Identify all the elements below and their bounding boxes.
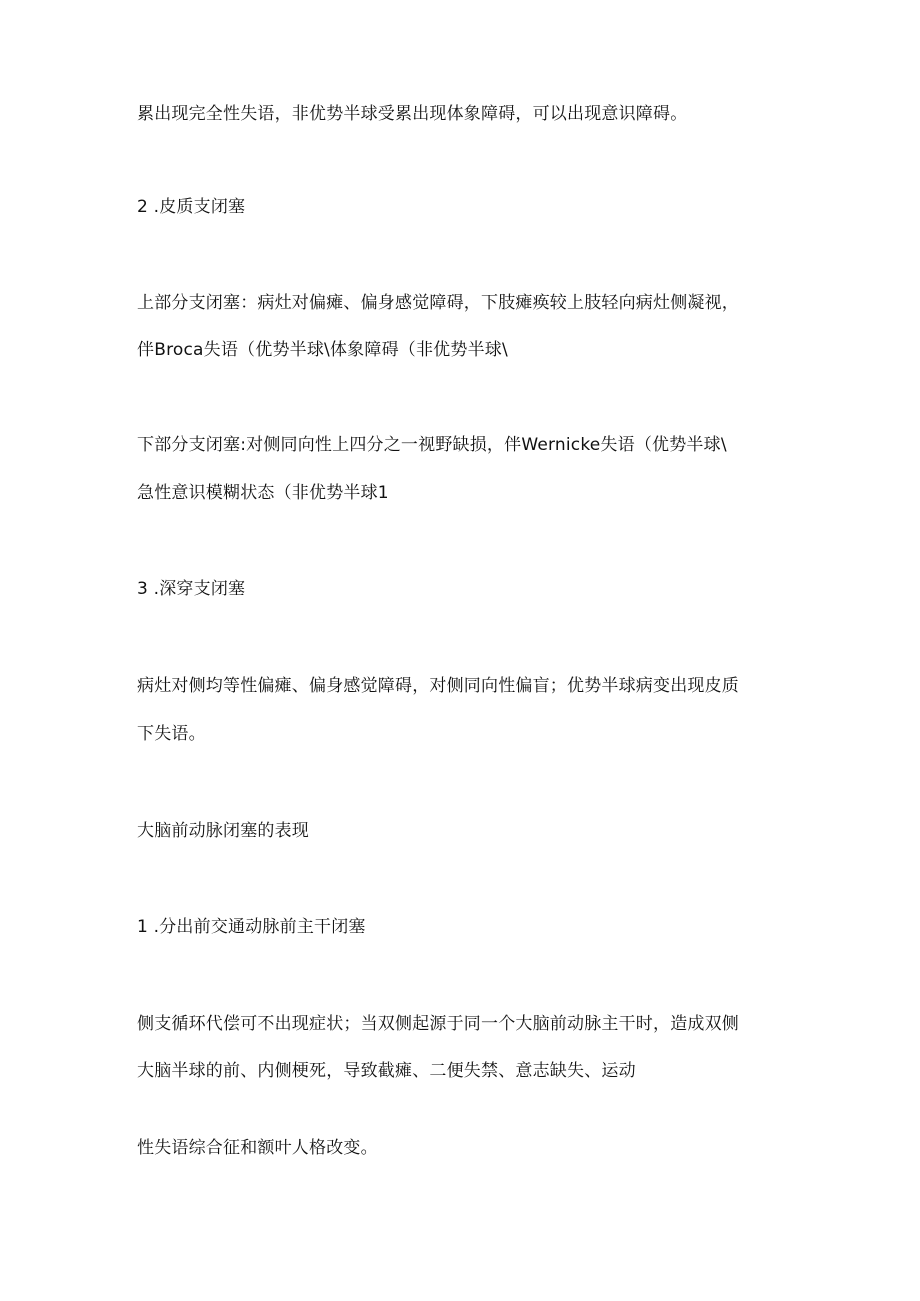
section-heading: 1 .分出前交通动脉前主干闭塞 xyxy=(137,917,366,937)
section-heading: 2 .皮质支闭塞 xyxy=(137,197,246,217)
paragraph-line: 下失语。 xyxy=(137,724,206,744)
paragraph-line: 上部分支闭塞：病灶对偏瘫、偏身感觉障碍，下肢瘫痪较上肢轻向病灶侧凝视， xyxy=(137,293,739,313)
paragraph-line: 急性意识模糊状态（非优势半球1 xyxy=(137,483,389,503)
paragraph-line: 下部分支闭塞:对侧同向性上四分之一视野缺损，伴Wernicke失语（优势半球\ xyxy=(137,435,727,455)
paragraph-line: 累出现完全性失语，非优势半球受累出现体象障碍，可以出现意识障碍。 xyxy=(137,104,688,124)
paragraph-line: 大脑半球的前、内侧梗死，导致截瘫、二便失禁、意志缺失、运动 xyxy=(137,1061,636,1081)
paragraph-line: 伴Broca失语（优势半球\体象障碍（非优势半球\ xyxy=(137,340,508,360)
section-heading: 3 .深穿支闭塞 xyxy=(137,579,246,599)
section-title: 大脑前动脉闭塞的表现 xyxy=(137,821,309,841)
paragraph-line: 病灶对侧均等性偏瘫、偏身感觉障碍，对侧同向性偏盲；优势半球病变出现皮质 xyxy=(137,676,739,696)
paragraph-line: 性失语综合征和额叶人格改变。 xyxy=(137,1138,378,1158)
paragraph-line: 侧支循环代偿可不出现症状；当双侧起源于同一个大脑前动脉主干时，造成双侧 xyxy=(137,1014,739,1034)
